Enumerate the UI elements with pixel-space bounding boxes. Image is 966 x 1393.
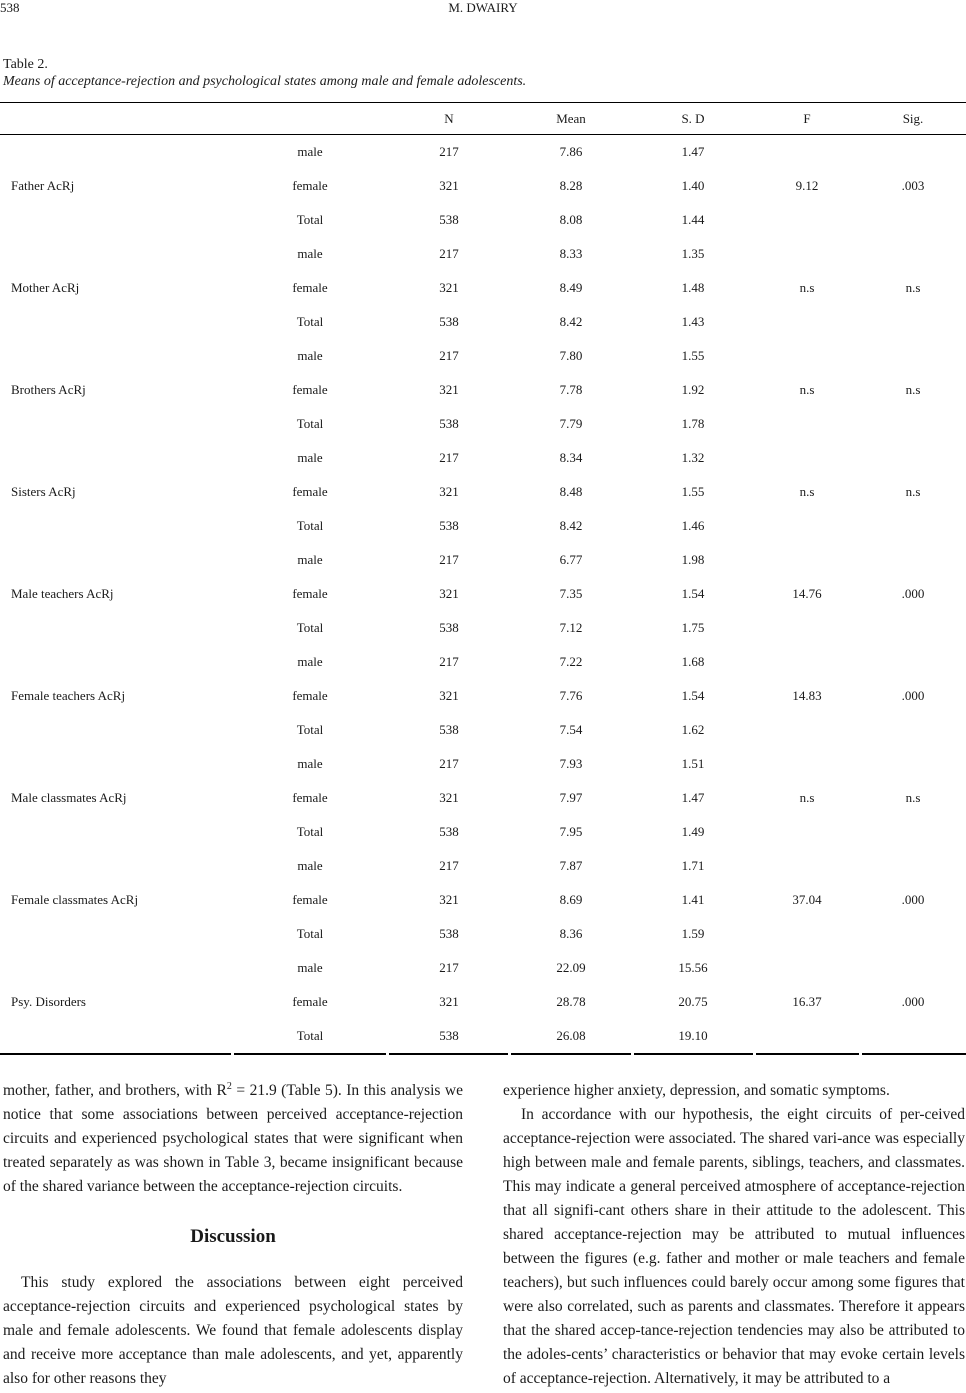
f-value: 14.76 [792, 586, 822, 601]
sd-cell: 1.55 [681, 348, 705, 363]
group-cell: female [292, 484, 328, 499]
paragraph: In accordance with our hypothesis, the eight circuits of per-ceived acceptance-rejection were associated. The shared vari-ance was especially high between male and female parents, siblings, teachers, and classmates. This may indicate a general perceived atmosphere of acceptance-rejection that all signifi-cant others share in their attitude to the adolescent. This shared acceptance-rejection may be attributed to mutual influences between the figures (e.g. father and mother or male teachers and female teachers), but such influences could barely occur among some figures that were also correlated, such as parents and classmates. Therefore it appears that the shared accep-tance-rejection tendencies may also be attributed to the adoles-cents’ characteristics or behavior that may evoke certain levels of acceptance-rejection. Alternatively, it may be attributed to a [503, 1106, 965, 1387]
table-row [0, 135, 966, 169]
sd-cell: 1.54 [681, 586, 705, 601]
mean-cell: 7.78 [559, 382, 583, 397]
table-caption [3, 56, 526, 90]
sd-cell: 1.54 [681, 688, 705, 703]
table-row [0, 645, 966, 679]
group-cell: male [297, 960, 323, 975]
sd-cell: 1.47 [681, 144, 705, 159]
n-cell: 321 [439, 586, 459, 601]
sd-cell: 1.55 [681, 484, 705, 499]
n-cell: 538 [439, 824, 459, 839]
paragraph: mother, father, and brothers, with $R^2 = 21.9$ (Table 5). In this analysis we notice that some associations between perceived acceptance-rejection circuits and experienced psychological states that were significant when treated separately as was shown in Table 3, became insignificant because of the shared variance between the acceptance-rejection circuits. [3, 1080, 463, 1195]
sd-cell: 1.41 [681, 892, 705, 907]
page-number: 538 [0, 0, 20, 15]
n-cell: 538 [439, 314, 459, 329]
sd-cell: 1.43 [681, 314, 705, 329]
n-cell: 217 [439, 348, 459, 363]
table-row [0, 237, 966, 271]
f-value: 16.37 [792, 994, 822, 1009]
mean-cell: 26.08 [556, 1028, 586, 1043]
mean-cell: 7.35 [559, 586, 583, 601]
f-value: 9.12 [795, 178, 819, 193]
sd-cell: 1.71 [681, 858, 705, 873]
n-cell: 321 [439, 994, 459, 1009]
body-right-column [503, 1079, 965, 1391]
n-cell: 538 [439, 926, 459, 941]
group-cell: Total [296, 212, 324, 227]
table-top-rule [0, 102, 966, 103]
variable-name: Father AcRj [11, 178, 75, 193]
f-value: n.s [799, 382, 815, 397]
mean-cell: 8.34 [559, 450, 583, 465]
table-row [0, 441, 966, 475]
n-cell: 217 [439, 144, 459, 159]
body-left-column [3, 1079, 463, 1391]
sd-cell: 1.62 [681, 722, 705, 737]
sig-value: n.s [905, 484, 921, 499]
sd-cell: 1.68 [681, 654, 705, 669]
n-cell: 321 [439, 382, 459, 397]
n-cell: 321 [439, 178, 459, 193]
group-cell: male [297, 756, 323, 771]
group-cell: Total [296, 926, 324, 941]
header-sd: S. D [681, 111, 705, 126]
header-n: N [444, 111, 454, 126]
variable-name: Male teachers AcRj [11, 586, 114, 601]
group-cell: female [292, 790, 328, 805]
variable-name: Male classmates AcRj [11, 790, 127, 805]
mean-cell: 8.48 [559, 484, 583, 499]
group-cell: Total [296, 416, 324, 431]
n-cell: 217 [439, 858, 459, 873]
table-row [0, 543, 966, 577]
sd-cell: 1.98 [681, 552, 705, 567]
group-cell: male [297, 348, 323, 363]
header-sig: Sig. [902, 111, 924, 126]
n-cell: 217 [439, 756, 459, 771]
variable-name: Sisters AcRj [11, 484, 76, 499]
n-cell: 217 [439, 450, 459, 465]
n-cell: 538 [439, 722, 459, 737]
table-title: Means of acceptance-rejection and psychological states among male and female adolescents. [3, 74, 527, 89]
sd-cell: 1.46 [681, 518, 705, 533]
variable-name: Psy. Disorders [11, 994, 86, 1009]
mean-cell: 7.22 [559, 654, 583, 669]
f-value: n.s [799, 484, 815, 499]
sig-value: .003 [901, 178, 925, 193]
mean-cell: 8.33 [559, 246, 583, 261]
group-cell: Total [296, 314, 324, 329]
table-row [0, 951, 966, 985]
mean-cell: 7.86 [559, 144, 583, 159]
sig-value: .000 [901, 994, 925, 1009]
header-variable [0, 104, 232, 135]
group-cell: female [292, 382, 328, 397]
n-cell: 321 [439, 688, 459, 703]
mean-cell: 28.78 [556, 994, 586, 1009]
sd-cell: 19.10 [678, 1028, 708, 1043]
n-cell: 321 [439, 790, 459, 805]
mean-cell: 8.08 [559, 212, 583, 227]
n-cell: 538 [439, 212, 459, 227]
sd-cell: 1.40 [681, 178, 705, 193]
n-cell: 321 [439, 892, 459, 907]
sd-cell: 1.47 [681, 790, 705, 805]
sig-value: .000 [901, 688, 925, 703]
group-cell: male [297, 858, 323, 873]
header-mean: Mean [556, 111, 586, 126]
mean-cell: 7.93 [559, 756, 583, 771]
n-cell: 217 [439, 960, 459, 975]
variable-name: Mother AcRj [11, 280, 80, 295]
n-cell: 538 [439, 620, 459, 635]
mean-cell: 7.54 [559, 722, 583, 737]
mean-cell: 8.36 [559, 926, 583, 941]
group-cell: Total [296, 518, 324, 533]
mean-cell: 7.87 [559, 858, 583, 873]
discussion-heading: Discussion [190, 1226, 276, 1247]
table-bottom-rule [0, 1053, 966, 1055]
mean-cell: 7.97 [559, 790, 583, 805]
n-cell: 217 [439, 552, 459, 567]
group-cell: female [292, 280, 328, 295]
group-cell: male [297, 450, 323, 465]
mean-cell: 8.49 [559, 280, 583, 295]
n-cell: 217 [439, 246, 459, 261]
group-cell: male [297, 246, 323, 261]
variable-name: Brothers AcRj [11, 382, 86, 397]
group-cell: female [292, 994, 328, 1009]
paragraph: experience higher anxiety, depression, and somatic symptoms. [503, 1082, 890, 1099]
table-label: Table 2. [3, 57, 48, 72]
group-cell: female [292, 892, 328, 907]
variable-name: Female classmates AcRj [11, 892, 139, 907]
group-cell: female [292, 586, 328, 601]
sig-value: .000 [901, 586, 925, 601]
table-header-row [0, 104, 966, 135]
sd-cell: 1.32 [681, 450, 705, 465]
n-cell: 321 [439, 484, 459, 499]
group-cell: female [292, 688, 328, 703]
header-f: F [803, 111, 811, 126]
sd-cell: 1.92 [681, 382, 705, 397]
sd-cell: 1.78 [681, 416, 705, 431]
f-value: 14.83 [792, 688, 822, 703]
f-value: 37.04 [792, 892, 822, 907]
sd-cell: 20.75 [678, 994, 708, 1009]
group-cell: male [297, 654, 323, 669]
group-cell: female [292, 178, 328, 193]
group-cell: Total [296, 1028, 324, 1043]
sd-cell: 1.44 [681, 212, 705, 227]
sd-cell: 1.35 [681, 246, 705, 261]
running-head [0, 0, 966, 20]
mean-cell: 6.77 [559, 552, 583, 567]
group-cell: Total [296, 620, 324, 635]
sig-value: n.s [905, 382, 921, 397]
header-group [232, 104, 388, 135]
sig-value: n.s [905, 790, 921, 805]
mean-cell: 7.12 [559, 620, 583, 635]
n-cell: 538 [439, 518, 459, 533]
results-table [0, 104, 966, 1053]
mean-cell: 22.09 [556, 960, 586, 975]
sd-cell: 1.49 [681, 824, 705, 839]
group-cell: Total [296, 722, 324, 737]
sig-value: n.s [905, 280, 921, 295]
mean-cell: 7.80 [559, 348, 583, 363]
group-cell: Total [296, 824, 324, 839]
group-cell: male [297, 144, 323, 159]
mean-cell: 7.95 [559, 824, 583, 839]
sd-cell: 1.51 [681, 756, 705, 771]
sd-cell: 1.48 [681, 280, 705, 295]
mean-cell: 8.28 [559, 178, 583, 193]
mean-cell: 8.42 [559, 518, 583, 533]
group-cell: male [297, 552, 323, 567]
n-cell: 321 [439, 280, 459, 295]
sd-cell: 1.75 [681, 620, 705, 635]
sd-cell: 1.59 [681, 926, 705, 941]
mean-cell: 8.42 [559, 314, 583, 329]
table-body [0, 135, 966, 1053]
f-value: n.s [799, 790, 815, 805]
f-value: n.s [799, 280, 815, 295]
paragraph: This study explored the associations between eight perceived acceptance-rejection circuits and experienced psychological states by male and female adolescents. We found that female adolescents display and receive more acceptance than male adolescents, and yet, apparently also for other reasons they [3, 1274, 463, 1387]
n-cell: 538 [439, 416, 459, 431]
mean-cell: 7.79 [559, 416, 583, 431]
table-row [0, 849, 966, 883]
sd-cell: 15.56 [678, 960, 708, 975]
running-author: M. DWAIRY [448, 0, 518, 15]
table-row [0, 339, 966, 373]
n-cell: 538 [439, 1028, 459, 1043]
variable-name: Female teachers AcRj [11, 688, 126, 703]
mean-cell: 7.76 [559, 688, 583, 703]
table-row [0, 747, 966, 781]
sig-value: .000 [901, 892, 925, 907]
n-cell: 217 [439, 654, 459, 669]
mean-cell: 8.69 [559, 892, 583, 907]
